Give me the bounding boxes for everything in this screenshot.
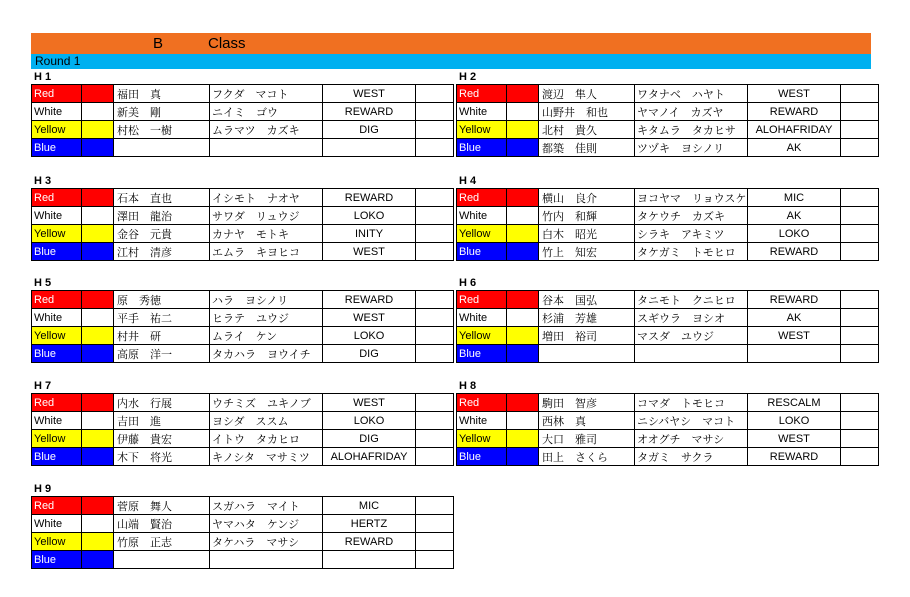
lane-color-swatch: [82, 327, 114, 345]
rider-name-kana: ヨコヤマ リョウスケ: [635, 189, 748, 207]
rider-row-yellow: [457, 430, 879, 448]
heat-table: [456, 84, 879, 157]
rider-name-kana: カナヤ モトキ: [210, 225, 323, 243]
lane-color-label: Yellow: [457, 121, 507, 139]
rider-name: 伊藤 貴宏: [114, 430, 210, 448]
heat-label: H 9: [34, 483, 52, 495]
empty-cell: [416, 121, 454, 139]
rider-row-blue: [457, 243, 879, 261]
empty-cell: [841, 291, 879, 309]
rider-name-kana: [635, 345, 748, 363]
lane-color-swatch: [82, 448, 114, 466]
rider-row-blue: [32, 551, 454, 569]
rider-name-kana: イシモト ナオヤ: [210, 189, 323, 207]
rider-row-red: [457, 291, 879, 309]
heat-label: H 1: [34, 71, 52, 83]
rider-name-kana: タケウチ カズキ: [635, 207, 748, 225]
empty-cell: [841, 85, 879, 103]
rider-team: HERTZ: [323, 515, 416, 533]
lane-color-label: White: [32, 103, 82, 121]
lane-color-swatch: [507, 243, 539, 261]
lane-color-swatch: [507, 430, 539, 448]
rider-name: 駒田 智彦: [539, 394, 635, 412]
empty-cell: [416, 327, 454, 345]
empty-cell: [416, 103, 454, 121]
rider-row-white: [32, 412, 454, 430]
rider-name-kana: ハラ ヨシノリ: [210, 291, 323, 309]
lane-color-swatch: [507, 345, 539, 363]
rider-row-red: [457, 189, 879, 207]
rider-name: 菅原 舞人: [114, 497, 210, 515]
rider-row-white: [32, 309, 454, 327]
empty-cell: [841, 412, 879, 430]
rider-team: REWARD: [748, 448, 841, 466]
heat-table: [456, 393, 879, 466]
empty-cell: [416, 309, 454, 327]
lane-color-swatch: [507, 139, 539, 157]
rider-name-kana: タケハラ マサシ: [210, 533, 323, 551]
rider-team: WEST: [323, 243, 416, 261]
rider-team: WEST: [748, 85, 841, 103]
lane-color-swatch: [507, 327, 539, 345]
rider-name: 村井 研: [114, 327, 210, 345]
rider-row-yellow: [32, 430, 454, 448]
rider-team: WEST: [748, 327, 841, 345]
empty-cell: [416, 412, 454, 430]
rider-name: [539, 345, 635, 363]
lane-color-swatch: [507, 448, 539, 466]
empty-cell: [416, 243, 454, 261]
rider-row-white: [32, 515, 454, 533]
rider-team: WEST: [323, 85, 416, 103]
lane-color-swatch: [82, 394, 114, 412]
rider-row-red: [457, 85, 879, 103]
lane-color-label: Red: [32, 189, 82, 207]
heat-table: [456, 188, 879, 261]
empty-cell: [841, 243, 879, 261]
rider-row-blue: [32, 448, 454, 466]
rider-name-kana: タガミ サクラ: [635, 448, 748, 466]
rider-name-kana: タニモト クニヒロ: [635, 291, 748, 309]
rider-team: DIG: [323, 121, 416, 139]
heat-label: H 8: [459, 380, 477, 392]
lane-color-label: Yellow: [32, 533, 82, 551]
rider-name: 白木 昭光: [539, 225, 635, 243]
rider-row-white: [457, 309, 879, 327]
rider-team: REWARD: [323, 103, 416, 121]
lane-color-label: Blue: [457, 448, 507, 466]
rider-name: 大口 雅司: [539, 430, 635, 448]
heat-table: [31, 496, 454, 569]
lane-color-swatch: [82, 121, 114, 139]
empty-cell: [416, 515, 454, 533]
heat-label: H 3: [34, 175, 52, 187]
rider-name: 石本 直也: [114, 189, 210, 207]
lane-color-swatch: [507, 309, 539, 327]
rider-name-kana: ニイミ ゴウ: [210, 103, 323, 121]
lane-color-label: Red: [32, 291, 82, 309]
rider-row-yellow: [457, 225, 879, 243]
rider-name-kana: タケガミ トモヒロ: [635, 243, 748, 261]
rider-name-kana: イトウ タカヒロ: [210, 430, 323, 448]
empty-cell: [841, 189, 879, 207]
lane-color-label: Red: [457, 394, 507, 412]
rider-row-yellow: [32, 121, 454, 139]
lane-color-label: Blue: [32, 448, 82, 466]
lane-color-swatch: [507, 189, 539, 207]
rider-name: 横山 良介: [539, 189, 635, 207]
rider-name: 竹上 知宏: [539, 243, 635, 261]
lane-color-label: Red: [457, 85, 507, 103]
rider-team: REWARD: [748, 243, 841, 261]
lane-color-swatch: [82, 139, 114, 157]
lane-color-label: Red: [457, 189, 507, 207]
lane-color-label: White: [32, 309, 82, 327]
rider-name: 金谷 元貴: [114, 225, 210, 243]
rider-team: DIG: [323, 345, 416, 363]
lane-color-swatch: [82, 345, 114, 363]
rider-team: ALOHAFRIDAY: [748, 121, 841, 139]
empty-cell: [841, 139, 879, 157]
rider-team: MIC: [748, 189, 841, 207]
empty-cell: [416, 189, 454, 207]
rider-row-white: [457, 207, 879, 225]
lane-color-swatch: [82, 497, 114, 515]
rider-name-kana: ウチミズ ユキノブ: [210, 394, 323, 412]
empty-cell: [416, 291, 454, 309]
rider-row-white: [457, 103, 879, 121]
rider-team: LOKO: [748, 225, 841, 243]
rider-name: 竹原 正志: [114, 533, 210, 551]
empty-cell: [416, 139, 454, 157]
rider-name-kana: オオグチ マサシ: [635, 430, 748, 448]
empty-cell: [841, 430, 879, 448]
lane-color-label: White: [32, 207, 82, 225]
lane-color-swatch: [82, 207, 114, 225]
heat-label: H 7: [34, 380, 52, 392]
rider-name: 渡辺 隼人: [539, 85, 635, 103]
rider-team: [323, 551, 416, 569]
rider-row-yellow: [32, 327, 454, 345]
rider-row-white: [32, 103, 454, 121]
lane-color-swatch: [507, 121, 539, 139]
lane-color-swatch: [82, 291, 114, 309]
empty-cell: [416, 533, 454, 551]
rider-team: REWARD: [748, 291, 841, 309]
rider-name-kana: コマダ トモヒコ: [635, 394, 748, 412]
rider-team: REWARD: [323, 189, 416, 207]
lane-color-label: Yellow: [32, 327, 82, 345]
rider-name-kana: ムライ ケン: [210, 327, 323, 345]
rider-name: 江村 清彦: [114, 243, 210, 261]
round-label: Round 1: [35, 54, 81, 68]
rider-row-red: [32, 85, 454, 103]
rider-name: 竹内 和輝: [539, 207, 635, 225]
heat-table: [456, 290, 879, 363]
rider-team: AK: [748, 139, 841, 157]
class-word: Class: [208, 35, 246, 52]
rider-team: [748, 345, 841, 363]
lane-color-swatch: [507, 394, 539, 412]
rider-row-blue: [457, 448, 879, 466]
lane-color-label: Blue: [457, 243, 507, 261]
rider-row-blue: [457, 139, 879, 157]
lane-color-label: White: [457, 309, 507, 327]
empty-cell: [416, 85, 454, 103]
rider-team: WEST: [748, 430, 841, 448]
lane-color-label: Blue: [32, 243, 82, 261]
empty-cell: [841, 207, 879, 225]
heat-label: H 4: [459, 175, 477, 187]
lane-color-swatch: [82, 430, 114, 448]
empty-cell: [416, 497, 454, 515]
lane-color-swatch: [82, 533, 114, 551]
lane-color-swatch: [507, 412, 539, 430]
rider-team: LOKO: [323, 207, 416, 225]
heat-label: H 6: [459, 277, 477, 289]
lane-color-label: Blue: [32, 345, 82, 363]
empty-cell: [416, 394, 454, 412]
round-bar: [31, 54, 871, 69]
rider-row-blue: [457, 345, 879, 363]
rider-name-kana: ヤマノイ カズヤ: [635, 103, 748, 121]
rider-name: 北村 貴久: [539, 121, 635, 139]
empty-cell: [416, 225, 454, 243]
rider-name-kana: シラキ アキミツ: [635, 225, 748, 243]
rider-name: 原 秀徳: [114, 291, 210, 309]
rider-name-kana: スガハラ マイト: [210, 497, 323, 515]
rider-row-red: [32, 291, 454, 309]
rider-name: 山端 賢治: [114, 515, 210, 533]
rider-name-kana: ニシバヤシ マコト: [635, 412, 748, 430]
rider-row-yellow: [32, 225, 454, 243]
rider-name: 田上 さくら: [539, 448, 635, 466]
empty-cell: [841, 121, 879, 139]
rider-name: 杉浦 芳雄: [539, 309, 635, 327]
empty-cell: [416, 430, 454, 448]
empty-cell: [841, 448, 879, 466]
empty-cell: [841, 345, 879, 363]
rider-team: LOKO: [748, 412, 841, 430]
lane-color-swatch: [507, 207, 539, 225]
lane-color-swatch: [507, 103, 539, 121]
rider-row-blue: [32, 345, 454, 363]
lane-color-label: White: [457, 412, 507, 430]
lane-color-label: White: [32, 515, 82, 533]
lane-color-swatch: [82, 85, 114, 103]
rider-name-kana: スギウラ ヨシオ: [635, 309, 748, 327]
rider-name: 都築 佳則: [539, 139, 635, 157]
lane-color-swatch: [82, 515, 114, 533]
rider-name-kana: ツヅキ ヨシノリ: [635, 139, 748, 157]
lane-color-swatch: [82, 243, 114, 261]
empty-cell: [416, 345, 454, 363]
rider-team: REWARD: [748, 103, 841, 121]
lane-color-label: Blue: [457, 139, 507, 157]
rider-team: REWARD: [323, 291, 416, 309]
lane-color-label: Blue: [32, 139, 82, 157]
rider-team: INITY: [323, 225, 416, 243]
rider-row-white: [457, 412, 879, 430]
lane-color-label: Red: [32, 394, 82, 412]
rider-team: [323, 139, 416, 157]
rider-name-kana: タカハラ ヨウイチ: [210, 345, 323, 363]
rider-row-red: [32, 497, 454, 515]
lane-color-swatch: [82, 412, 114, 430]
rider-row-red: [457, 394, 879, 412]
rider-name: 平手 祐二: [114, 309, 210, 327]
rider-row-yellow: [32, 533, 454, 551]
empty-cell: [841, 103, 879, 121]
lane-color-label: Blue: [32, 551, 82, 569]
lane-color-swatch: [507, 225, 539, 243]
rider-row-blue: [32, 243, 454, 261]
rider-name: 高原 洋一: [114, 345, 210, 363]
lane-color-swatch: [82, 225, 114, 243]
empty-cell: [841, 225, 879, 243]
rider-team: WEST: [323, 309, 416, 327]
empty-cell: [841, 309, 879, 327]
rider-name: 西林 真: [539, 412, 635, 430]
rider-team: MIC: [323, 497, 416, 515]
rider-team: DIG: [323, 430, 416, 448]
lane-color-swatch: [507, 85, 539, 103]
empty-cell: [841, 327, 879, 345]
heat-table: [31, 84, 454, 157]
rider-team: AK: [748, 207, 841, 225]
lane-color-label: Yellow: [32, 430, 82, 448]
heat-table: [31, 188, 454, 261]
rider-name: 木下 将光: [114, 448, 210, 466]
rider-team: AK: [748, 309, 841, 327]
rider-name: 内水 行展: [114, 394, 210, 412]
lane-color-label: Yellow: [32, 225, 82, 243]
rider-row-red: [32, 189, 454, 207]
lane-color-label: Red: [32, 85, 82, 103]
heat-table: [31, 393, 454, 466]
lane-color-swatch: [82, 189, 114, 207]
rider-name-kana: サワダ リュウジ: [210, 207, 323, 225]
class-letter: B: [153, 35, 164, 52]
rider-row-yellow: [457, 121, 879, 139]
heat-table: [31, 290, 454, 363]
rider-name: 谷本 国弘: [539, 291, 635, 309]
empty-cell: [416, 207, 454, 225]
lane-color-swatch: [82, 309, 114, 327]
rider-name-kana: マスダ ユウジ: [635, 327, 748, 345]
heat-label: H 2: [459, 71, 477, 83]
rider-name: 増田 裕司: [539, 327, 635, 345]
rider-name-kana: ムラマツ カズキ: [210, 121, 323, 139]
lane-color-label: Yellow: [32, 121, 82, 139]
rider-name-kana: エムラ キヨヒコ: [210, 243, 323, 261]
rider-name-kana: キノシタ マサミツ: [210, 448, 323, 466]
empty-cell: [841, 394, 879, 412]
rider-name-kana: ヒラテ ユウジ: [210, 309, 323, 327]
rider-name-kana: ヨシダ ススム: [210, 412, 323, 430]
heat-label: H 5: [34, 277, 52, 289]
lane-color-label: Yellow: [457, 225, 507, 243]
rider-team: RESCALM: [748, 394, 841, 412]
rider-name: [114, 139, 210, 157]
rider-team: REWARD: [323, 533, 416, 551]
rider-team: WEST: [323, 394, 416, 412]
rider-team: LOKO: [323, 327, 416, 345]
rider-name: 吉田 進: [114, 412, 210, 430]
rider-name-kana: キタムラ タカヒサ: [635, 121, 748, 139]
empty-cell: [416, 448, 454, 466]
rider-team: ALOHAFRIDAY: [323, 448, 416, 466]
lane-color-label: White: [457, 103, 507, 121]
rider-row-red: [32, 394, 454, 412]
rider-name-kana: ヤマハタ ケンジ: [210, 515, 323, 533]
rider-row-yellow: [457, 327, 879, 345]
lane-color-label: Yellow: [457, 430, 507, 448]
rider-name-kana: [210, 551, 323, 569]
rider-name-kana: ワタナベ ハヤト: [635, 85, 748, 103]
rider-name: 新美 剛: [114, 103, 210, 121]
rider-team: LOKO: [323, 412, 416, 430]
rider-name: 澤田 龍治: [114, 207, 210, 225]
rider-name: 福田 真: [114, 85, 210, 103]
rider-row-blue: [32, 139, 454, 157]
lane-color-swatch: [507, 291, 539, 309]
lane-color-label: Red: [32, 497, 82, 515]
lane-color-label: Yellow: [457, 327, 507, 345]
lane-color-label: Blue: [457, 345, 507, 363]
rider-name-kana: [210, 139, 323, 157]
empty-cell: [416, 551, 454, 569]
rider-name: 山野井 和也: [539, 103, 635, 121]
rider-row-white: [32, 207, 454, 225]
lane-color-label: White: [32, 412, 82, 430]
lane-color-swatch: [82, 103, 114, 121]
lane-color-label: Red: [457, 291, 507, 309]
rider-name-kana: フクダ マコト: [210, 85, 323, 103]
lane-color-swatch: [82, 551, 114, 569]
rider-name: [114, 551, 210, 569]
rider-name: 村松 一樹: [114, 121, 210, 139]
lane-color-label: White: [457, 207, 507, 225]
